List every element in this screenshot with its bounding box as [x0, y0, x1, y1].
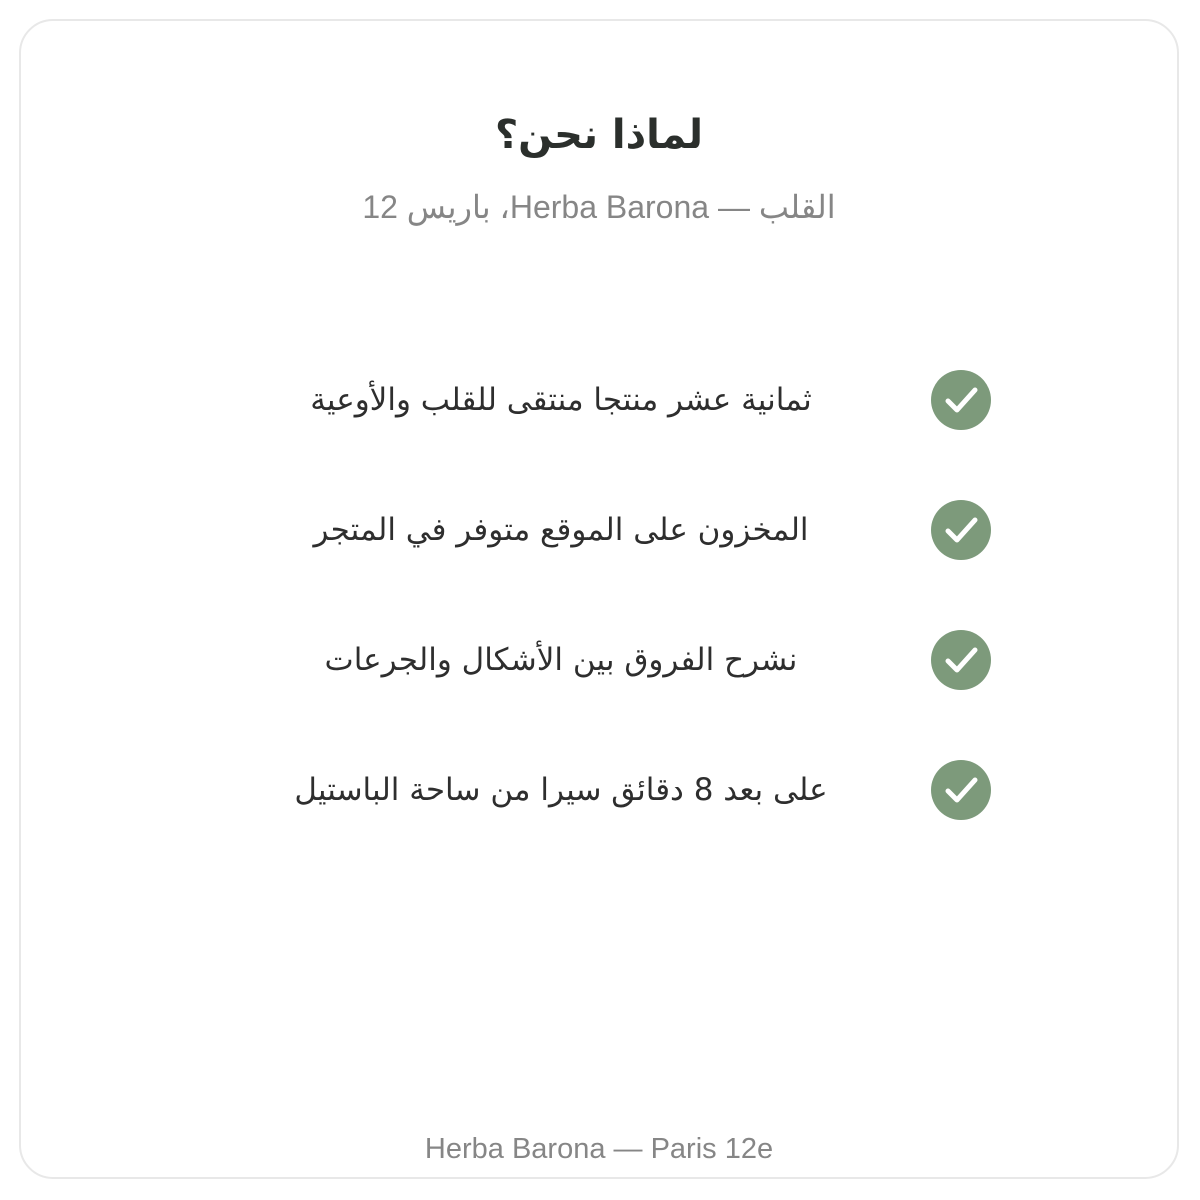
- footer-text: Herba Barona — Paris 12e: [424, 1133, 774, 1165]
- feature-label: ثمانية عشر منتجا منتقى للقلب والأوعية: [310, 382, 812, 418]
- feature-list: [21, 21, 1177, 1177]
- feature-label: المخزون على الموقع متوفر في المتجر: [313, 512, 809, 548]
- page-title: لماذا نحن؟: [494, 112, 704, 158]
- feature-item: [21, 499, 1177, 561]
- page-subtitle: القلب — Herba Barona، باريس 12: [362, 189, 836, 225]
- checkmark-circle-icon: [931, 500, 991, 560]
- feature-item: [21, 759, 1177, 821]
- feature-label: نشرح الفروق بين الأشكال والجرعات: [324, 642, 798, 678]
- feature-item: [21, 629, 1177, 691]
- checkmark-circle-icon: [931, 630, 991, 690]
- feature-item: [21, 369, 1177, 431]
- feature-label: على بعد 8 دقائق سيرا من ساحة الباستيل: [294, 772, 828, 808]
- why-us-card: [19, 19, 1179, 1179]
- checkmark-circle-icon: [931, 370, 991, 430]
- checkmark-circle-icon: [931, 760, 991, 820]
